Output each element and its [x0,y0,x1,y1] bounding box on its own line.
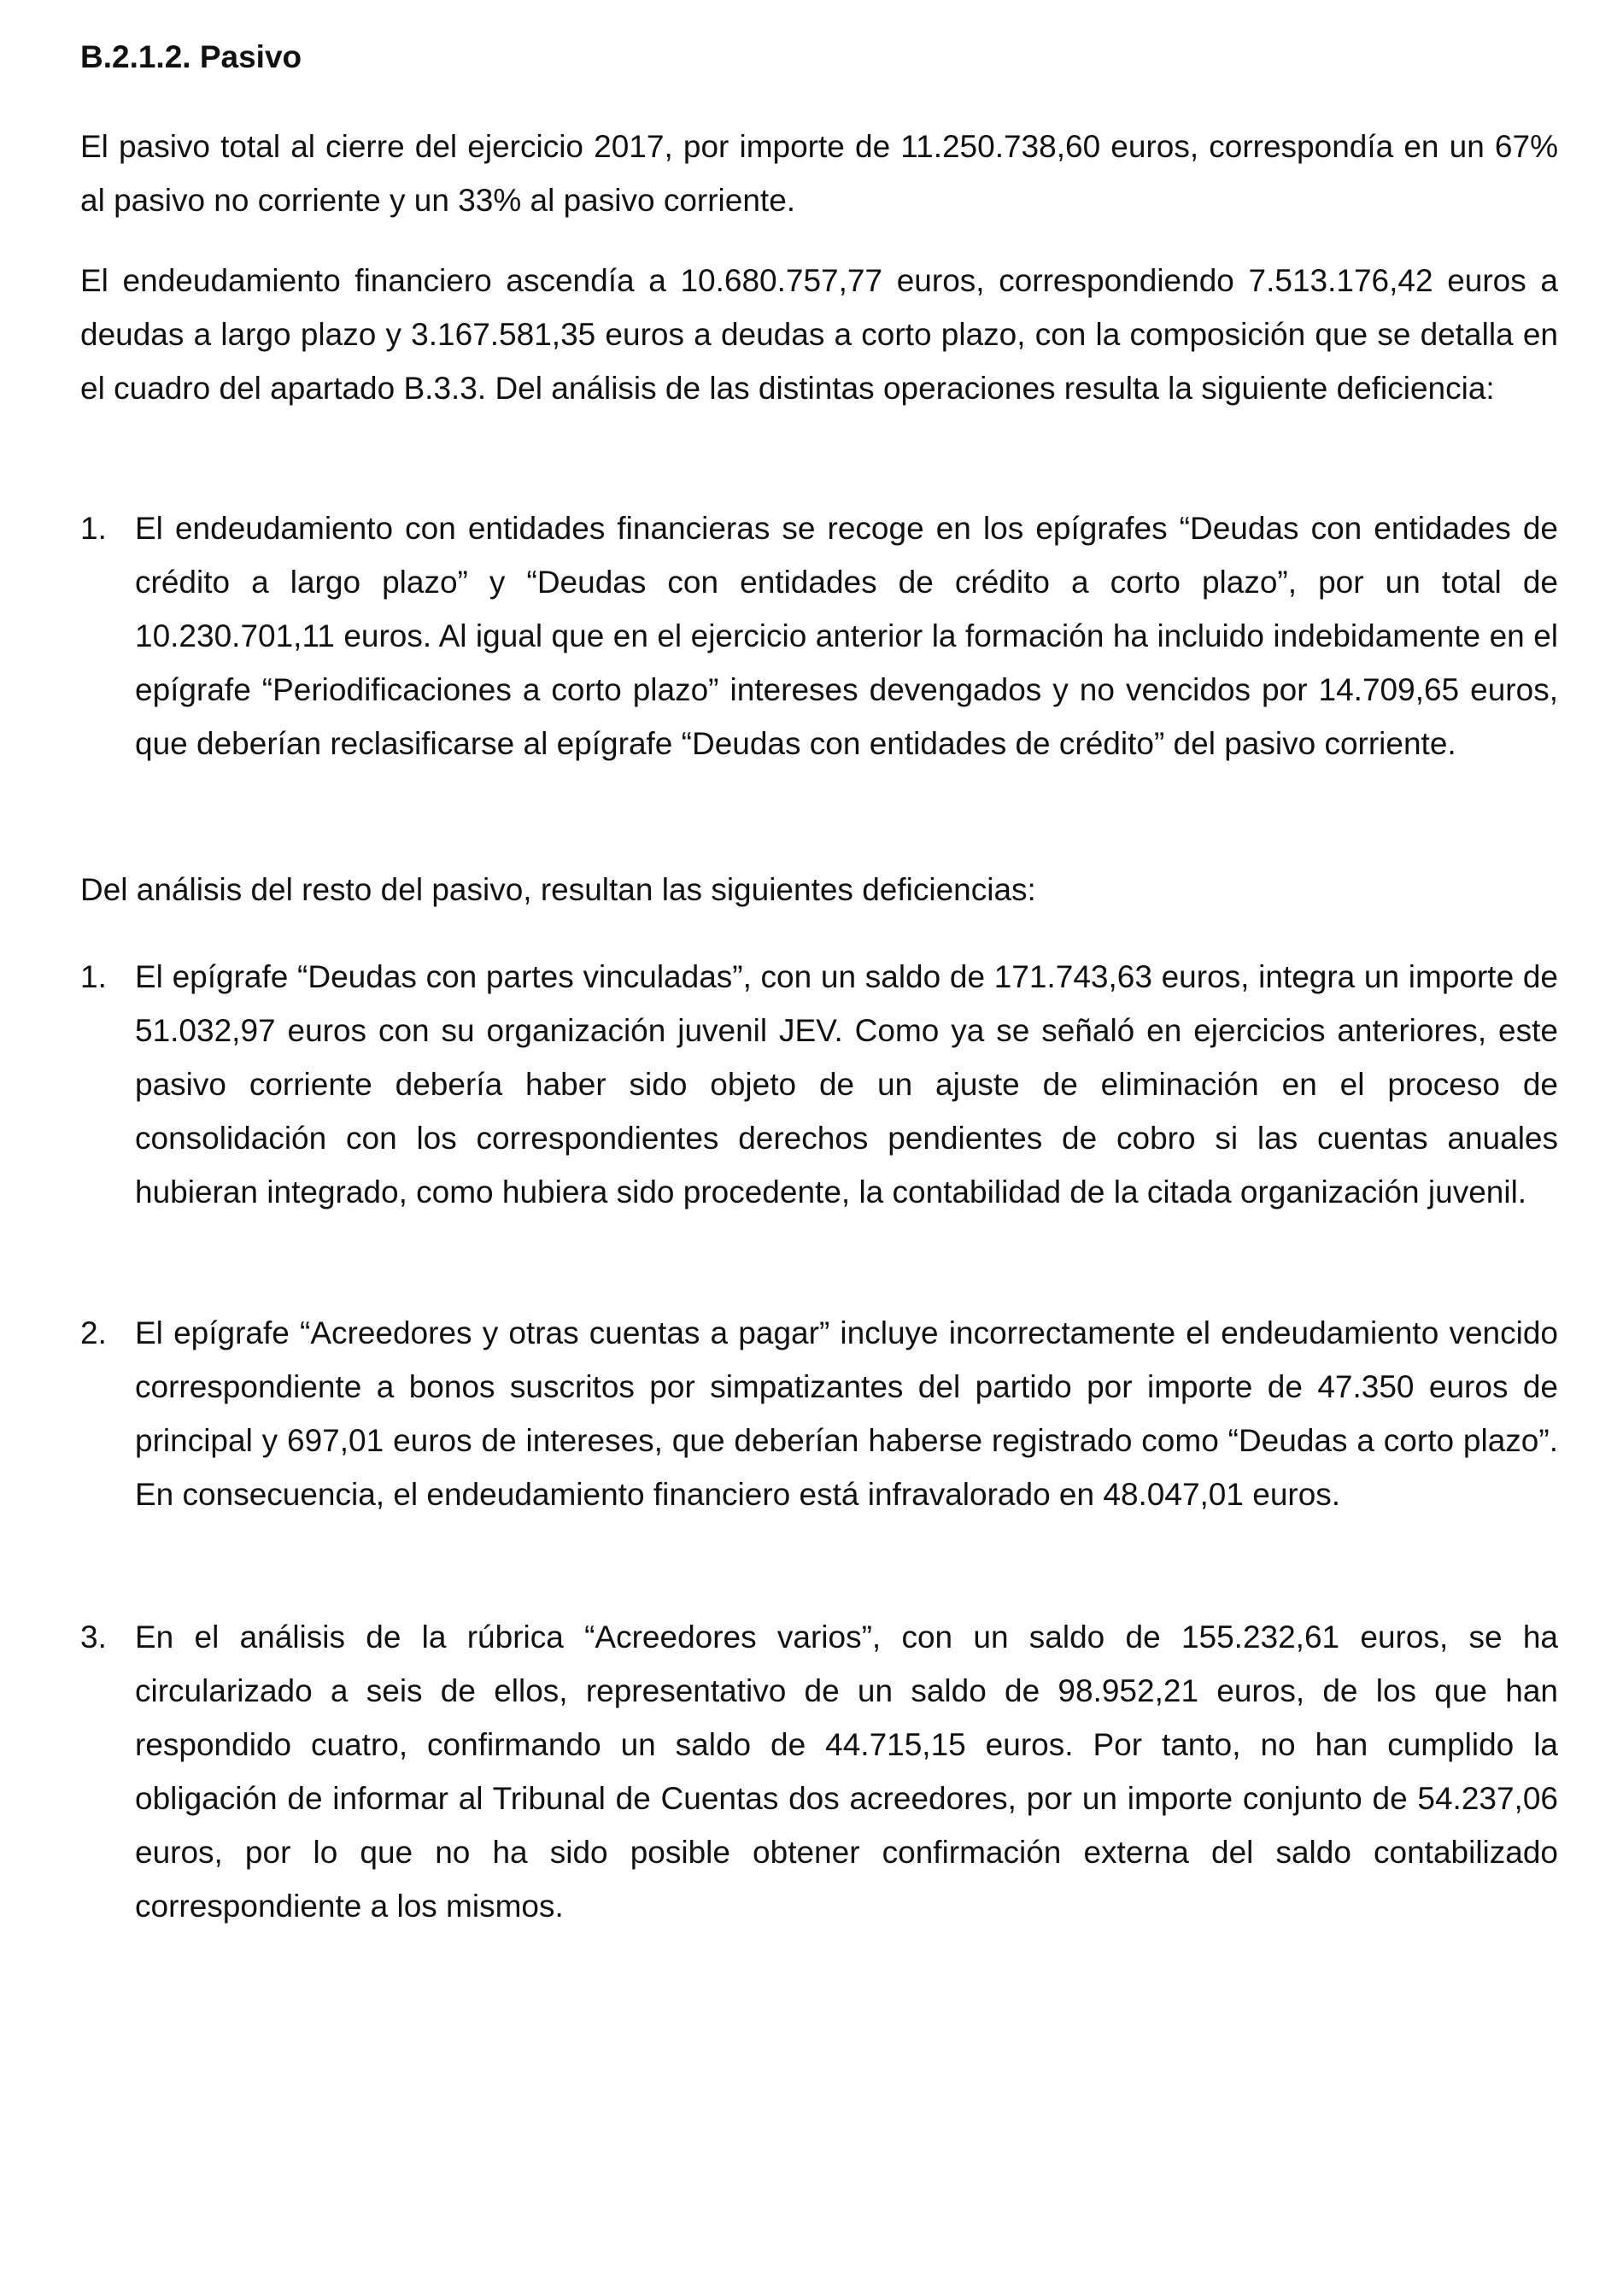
paragraph-rest-liabilities-intro: Del análisis del resto del pasivo, resultan las siguientes deficiencias: [80,872,1036,907]
list-item-number: 2. [80,1315,107,1350]
list-item-text: En el análisis de la rúbrica “Acreedores varios”, con un saldo de 155.232,61 euros, se ha circularizado a seis de ellos, representativo de un saldo de 98.952,21 euros, de los que han respondido cuatro, confirmando un saldo de 44.715,15 euros. Por tanto, no han cumplido la obligación de informar al Tribunal de Cuentas dos acreedores, por un importe conjunto de 54.237,06 euros, por lo que no ha sido posible obtener confirmación externa del saldo contabilizado correspondiente a los mismos. [135,1620,1558,1924]
list-item-number: 1. [80,959,107,994]
list-item-text: El endeudamiento con entidades financieras se recoge en los epígrafes “Deudas con entidades de crédito a largo plazo” y “Deudas con entidades de crédito a corto plazo”, por un total de 10.230.701,11 euros. Al igual que en el ejercicio anterior la formación ha incluido indebidamente en el epígrafe “Periodificaciones a corto plazo” intereses devengados y no vencidos por 14.709,65 euros, que deberían reclasificarse al epígrafe “Deudas con entidades de crédito” del pasivo corriente. [135,511,1558,761]
list-item-text: El epígrafe “Acreedores y otras cuentas a pagar” incluye incorrectamente el endeudamiento vencido correspondiente a bonos suscritos por simpatizantes del partido por importe de 47.350 euros de principal y 697,01 euros de intereses, que deberían haberse registrado como “Deudas a corto plazo”. En consecuencia, el endeudamiento financiero está infravalorado en 48.047,01 euros. [135,1315,1558,1512]
list-item-number: 3. [80,1620,107,1655]
list-item-number: 1. [80,511,107,546]
paragraph-total-liabilities: El pasivo total al cierre del ejercicio 2017, por importe de 11.250.738,60 euros, correspondía en un 67% al pasivo no corriente y un 33% al pasivo corriente. [80,129,1558,218]
section-heading: B.2.1.2. Pasivo [80,39,302,74]
list-item-text: El epígrafe “Deudas con partes vinculadas”, con un saldo de 171.743,63 euros, integra un importe de 51.032,97 euros con su organización juvenil JEV. Como ya se señaló en ejercicios anteriores, este pasivo corriente debería haber sido objeto de un ajuste de eliminación en el proceso de consolidación con los correspondientes derechos pendientes de cobro si las cuentas anuales hubieran integrado, como hubiera sido procedente, la contabilidad de la citada organización juvenil. [135,959,1558,1210]
paragraph-financial-debt: El endeudamiento financiero ascendía a 10.680.757,77 euros, correspondiendo 7.513.176,42 euros a deudas a largo plazo y 3.167.581,35 euros a deudas a corto plazo, con la composición que se detalla en el cuadro del apartado B.3.3. Del análisis de las distintas operaciones resulta la siguiente deficiencia: [80,263,1558,406]
